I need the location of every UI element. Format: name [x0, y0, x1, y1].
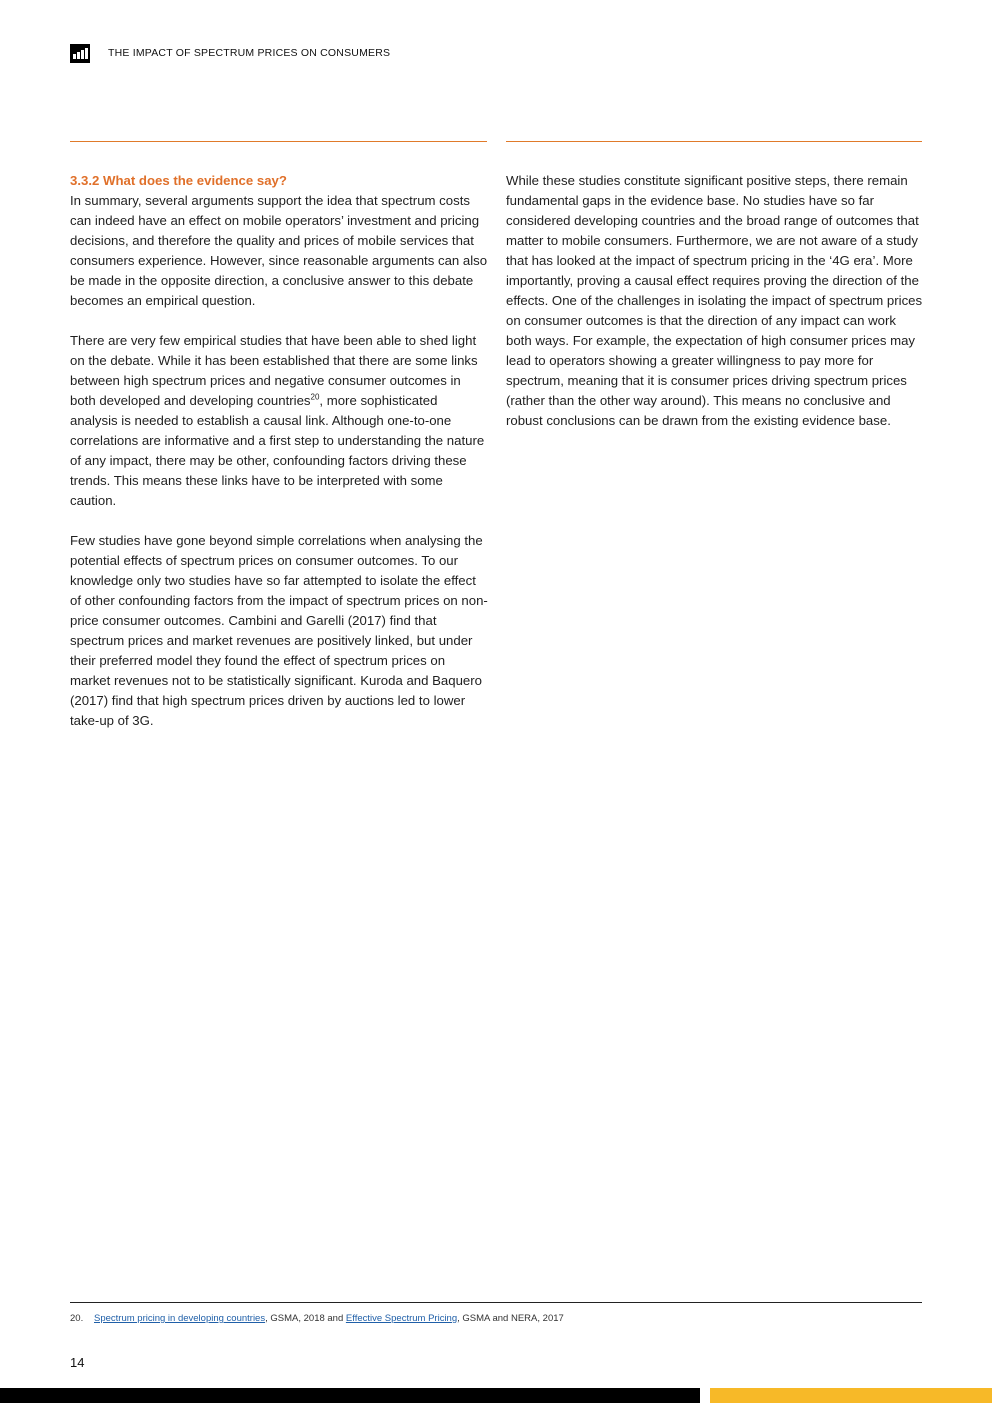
footnote-number: 20.: [70, 1313, 84, 1324]
right-column: [506, 171, 924, 451]
footnote: [70, 1313, 564, 1324]
left-column-rule: [70, 141, 487, 142]
document-title: THE IMPACT OF SPECTRUM PRICES ON CONSUMERS: [108, 47, 391, 59]
left-column: [70, 171, 488, 751]
page-header: [70, 43, 390, 63]
footnote-text-1: , GSMA, 2018 and: [265, 1313, 346, 1324]
footnote-reference[interactable]: 20: [310, 392, 320, 402]
page-number: 14: [70, 1355, 85, 1370]
footnote-link-spectrum-pricing[interactable]: Spectrum pricing in developing countries: [94, 1313, 266, 1324]
paragraph-2: [70, 331, 488, 511]
paragraph-4: While these studies constitute significant positive steps, there remain fundamental gaps in the evidence base. No studies have so far considered developing countries and the broad range of outcomes that matter to mobile consumers. Furthermore, we are not aware of a study that has looked at the impact of spectrum pricing in the ‘4G era’. More importantly, proving a causal effect requires proving the direction of the effects. One of the challenges in isolating the impact of spectrum prices on consumer outcomes is that the direction of any impact can work both ways. For example, the expectation of high consumer prices may lead to operators showing a greater willingness to pay more for spectrum, meaning that it is consumer prices driving spectrum prices (rather than the other way around). This means no conclusive and robust conclusions can be drawn from the existing evidence base.: [506, 173, 923, 428]
paragraph-2-text-a: There are very few empirical studies that have been able to shed light on the debate. While it has been established that there are some links between high spectrum prices and negative consumer outcomes in both developed and developing countries: [70, 333, 478, 408]
footer-bar-yellow: [710, 1388, 992, 1403]
footnote-divider: [70, 1302, 922, 1303]
footnote-text-2: , GSMA and NERA, 2017: [457, 1313, 564, 1324]
paragraph-2-text-b: , more sophisticated analysis is needed to establish a causal link. Although one-to-one correlations are informative and a first step to understanding the nature of any impact, there may be other, confounding factors driving these trends. This means these links have to be interpreted with some caution.: [70, 393, 485, 508]
footnote-link-effective-pricing[interactable]: Effective Spectrum Pricing: [345, 1313, 458, 1324]
paragraph-3: Few studies have gone beyond simple correlations when analysing the potential effects of spectrum prices on consumer outcomes. To our knowledge only two studies have so far attempted to isolate the effect of other confounding factors from the impact of spectrum prices on non-price consumer outcomes. Cambini and Garelli (2017) find that spectrum prices and market revenues are positively linked, but under their preferred model they found the effect of spectrum prices on market revenues not to be statistically significant. Kuroda and Baquero (2017) find that high spectrum prices driven by auctions led to lower take-up of 3G.: [70, 533, 488, 728]
paragraph-1: In summary, several arguments support the idea that spectrum costs can indeed have an effect on mobile operators’ investment and pricing decisions, and therefore the quality and prices of mobile services that consumers experience. However, since reasonable arguments can also be made in the opposite direction, a conclusive answer to this debate becomes an empirical question.: [70, 193, 488, 308]
gsma-logo-icon: [70, 44, 90, 63]
section-heading: 3.3.2 What does the evidence say?: [70, 173, 287, 188]
footer-bar-black: [0, 1388, 700, 1403]
right-column-rule: [506, 141, 922, 142]
